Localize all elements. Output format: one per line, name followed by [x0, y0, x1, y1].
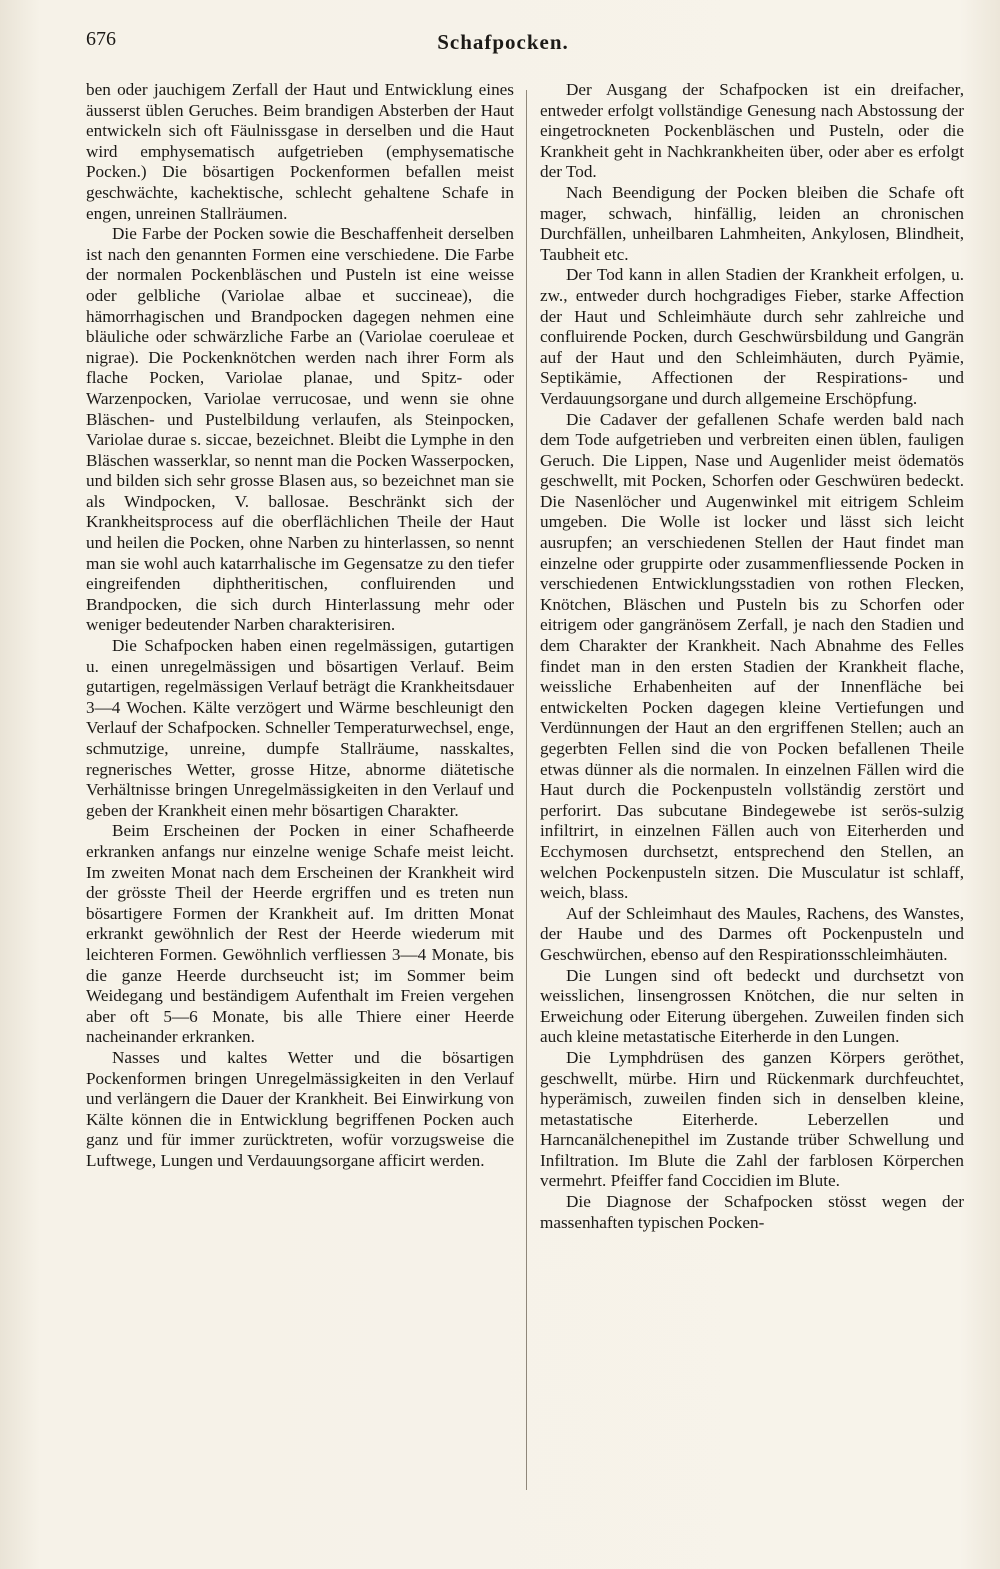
paragraph: Die Lungen sind oft bedeckt und durchsetzt von weisslichen, linsengrossen Knötchen, die nur selten in Erweichung oder Eiterung übergehen. Zuweilen finden sich auch kleine metastatische Eiterherde in den Lungen.: [540, 965, 964, 1047]
paragraph: Beim Erscheinen der Pocken in einer Schafheerde erkranken anfangs nur einzelne wenige Schafe meist leicht. Im zweiten Monat nach dem Erscheinen der Krankheit wird der grösste Theil der Heerde ergriffen und es treten nun bösartigere Formen der Krankheit auf. Im dritten Monat erkrankt gewöhnlich der Rest der Heerde wiederum mit leichteren Formen. Gewöhnlich verfliessen 3—4 Monate, bis die ganze Heerde durchseucht ist; im Sommer beim Weidegang und beständigem Aufenthalt im Freien vergehen aber oft 5—6 Monate, bis alle Thiere einer Heerde nacheinander erkranken.: [86, 821, 514, 1047]
paragraph: Die Farbe der Pocken sowie die Beschaffenheit derselben ist nach den genannten Formen eine verschiedene. Die Farbe der normalen Pockenbläschen und Pusteln ist eine weisse oder gelbliche (Variolae albae et succineae), die hämorrhagischen und Brandpocken dagegen nehmen eine bläuliche oder schwärzliche Farbe an (Variolae coeruleae et nigrae). Die Pockenknötchen werden nach ihrer Form als flache Pocken, Variolae planae, und Spitz- oder Warzenpocken, Variolae verrucosae, und wenn sie ohne Bläschen- und Pustelbildung verlaufen, als Steinpocken, Variolae durae s. siccae, bezeichnet. Bleibt die Lymphe in den Bläschen wasserklar, so nennt man die Pocken Wasserpocken, und bilden sich sehr grosse Blasen aus, so bezeichnet man sie als Windpocken, V. ballosae. Beschränkt sich der Krankheitsprocess auf die oberflächlichen Theile der Haut und heilen die Pocken, ohne Narben zu hinterlassen, so nennt man sie wohl auch katarrhalische im Gegensatze zu den tiefer eingreifenden diphtheritischen, confluirenden und Brandpocken, die sich durch Hinterlassung mehr oder weniger bedeutender Narben charakterisiren.: [86, 224, 514, 635]
text-columns: [86, 80, 966, 1540]
paragraph: Die Lymphdrüsen des ganzen Körpers geröthet, geschwellt, mürbe. Hirn und Rückenmark durchfeuchtet, hyperämisch, zuweilen finden sich in denselben kleine, metastatische Eiterherde. Leberzellen und Harncanälchenepithel im Zustande trüber Schwellung und Infiltration. Im Blute die Zahl der farblosen Körperchen vermehrt. Pfeiffer fand Coccidien im Blute.: [540, 1047, 964, 1191]
column-divider: [526, 90, 527, 1490]
paragraph: Die Cadaver der gefallenen Schafe werden bald nach dem Tode aufgetrieben und verbreiten einen üblen, fauligen Geruch. Die Lippen, Nase und Augenlider meist ödematös geschwellt, mit Pocken, Schorfen oder Geschwüren bedeckt. Die Nasenlöcher und Augenwinkel mit eitrigem Schleim umgeben. Die Wolle ist locker und lässt sich leicht ausrupfen; an verschiedenen Stellen der Haut findet man einzelne oder gruppirte oder zusammenfliessende Pocken in verschiedenen Entwicklungsstadien von rothen Flecken, Knötchen, Bläschen und Pusteln bis zu Schorfen oder eitrigem oder gangränösem Zerfall, je nach den Stadien und dem Charakter der Krankheit. Nach Abnahme des Felles findet man in den ersten Stadien der Krankheit flache, weissliche Erhabenheiten auf der Innenfläche bei entwickelten Pocken dagegen kleine Vertiefungen und Verdünnungen der Haut an den ergriffenen Stellen; auch an gegerbten Fellen sind die von Pocken befallenen Theile etwas dünner als die normalen. In einzelnen Fällen wird die Haut durch die Pockenpusteln vollständig zerstört und perforirt. Das subcutane Bindegewebe ist serös-sulzig infiltrirt, in einzelnen Fällen auch von Eiterherden und Ecchymosen durchsetzt, entsprechend den Stellen, an welchen Pockenpusteln sitzen. Die Musculatur ist schlaff, weich, blass.: [540, 409, 964, 903]
paragraph: Der Ausgang der Schafpocken ist ein dreifacher, entweder erfolgt vollständige Genesung nach Abstossung der eingetrockneten Pockenbläschen und Pusteln, oder die Krankheit geht in Nachkrankheiten über, oder aber es erfolgt der Tod.: [540, 80, 964, 182]
page-number: 676: [86, 28, 116, 50]
right-column: [540, 80, 964, 1520]
paragraph: Die Schafpocken haben einen regelmässigen, gutartigen u. einen unregelmässigen und bösartigen Verlauf. Beim gutartigen, regelmässigen Verlauf beträgt die Krankheitsdauer 3—4 Wochen. Kälte verzögert und Wärme beschleunigt den Verlauf der Schafpocken. Schneller Temperaturwechsel, enge, schmutzige, unreine, dumpfe Stallräume, nasskaltes, regnerisches Wetter, grosse Hitze, abnorme diätetische Verhältnisse bringen Unregelmässigkeiten in den Verlauf und geben der Krankheit einen mehr bösartigen Charakter.: [86, 636, 514, 820]
running-title: Schafpocken.: [437, 30, 569, 54]
left-column: [86, 80, 514, 1520]
paragraph: Nach Beendigung der Pocken bleiben die Schafe oft mager, schwach, hinfällig, leiden an chronischen Durchfällen, unheilbaren Lahmheiten, Ankylosen, Blindheit, Taubheit etc.: [540, 182, 964, 264]
paragraph: ben oder jauchigem Zerfall der Haut und Entwicklung eines äusserst üblen Geruches. Beim brandigen Absterben der Haut entwickeln sich oft Fäulnissgase in derselben und die Haut wird emphysematisch aufgetrieben (emphysematische Pocken.) Die bösartigen Pockenformen befallen meist geschwächte, kachektische, schlecht gehaltene Schafe in engen, unreinen Stallräumen.: [86, 80, 514, 223]
paragraph: Auf der Schleimhaut des Maules, Rachens, des Wanstes, der Haube und des Darmes oft Pockenpusteln und Geschwürchen, ebenso auf den Respirationsschleimhäuten.: [540, 903, 964, 964]
paragraph: Die Diagnose der Schafpocken stösst wegen der massenhaften typischen Pocken-: [540, 1192, 964, 1232]
page-header: [86, 24, 920, 60]
paragraph: Nasses und kaltes Wetter und die bösartigen Pockenformen bringen Unregelmässigkeiten in den Verlauf und verlängern die Dauer der Krankheit. Bei Einwirkung von Kälte können die in Entwicklung begriffenen Pocken auch ganz und für immer zurücktreten, wofür vorzugsweise die Luftwege, Lungen und Verdauungsorgane afficirt werden.: [86, 1047, 514, 1170]
paragraph: Der Tod kann in allen Stadien der Krankheit erfolgen, u. zw., entweder durch hochgradiges Fieber, starke Affection der Haut und Schleimhäute durch sehr zahlreiche und confluirende Pocken, durch Geschwürsbildung und Gangrän auf der Haut und den Schleimhäuten, durch Pyämie, Septikämie, Affectionen der Respirations- und Verdauungsorgane und durch allgemeine Erschöpfung.: [540, 265, 964, 408]
